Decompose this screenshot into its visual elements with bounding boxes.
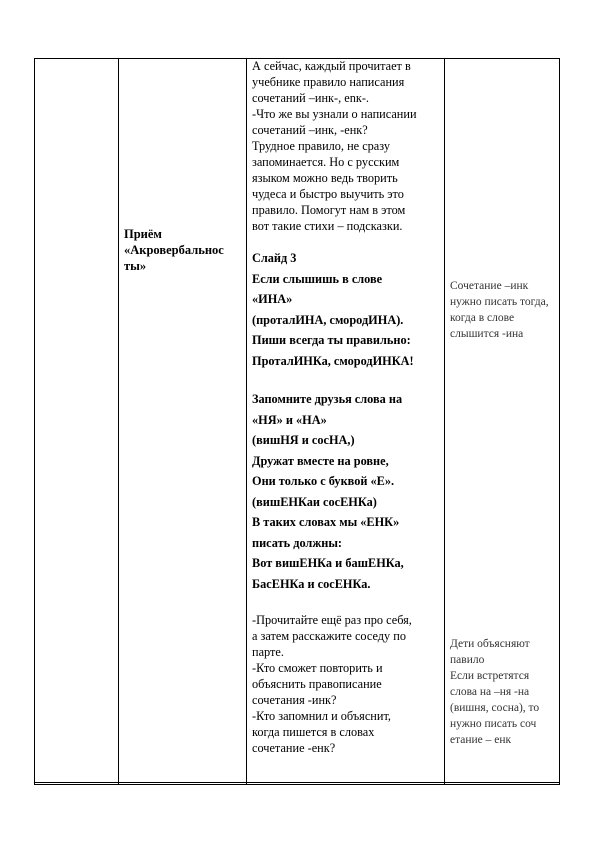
poem-line: (вишЕНКаи сосЕНКа): [252, 494, 377, 509]
table-left-border: [34, 58, 35, 784]
column-divider-2: [246, 58, 247, 784]
text-line: запоминается. Но с русским: [252, 155, 400, 169]
outro-text: [252, 612, 444, 756]
student-activity-note-1: [450, 278, 560, 342]
poem-line: Дружат вместе на ровне,: [252, 453, 389, 468]
poem-line: «НЯ» и «НА»: [252, 412, 327, 427]
poem-line: (вишНЯ и сосНА,): [252, 433, 355, 447]
text-line: сочетания -инк?: [252, 693, 337, 707]
text-line: сочетаний –инк-, еnк-.: [252, 91, 370, 105]
spacer: [252, 371, 444, 389]
text-line: объяснить правописание: [252, 677, 382, 691]
text-line: а затем расскажите соседу по: [252, 629, 406, 643]
method-title-line: ты»: [124, 259, 147, 273]
text-line: вот такие стихи – подсказки.: [252, 219, 403, 233]
note-line: слова на –ня -на: [450, 686, 530, 698]
text-line: языком можно ведь творить: [252, 171, 398, 185]
spacer: [252, 234, 444, 248]
text-line: А сейчас, каждый прочитает в: [252, 59, 411, 73]
poem-line: Если слышишь в слове: [252, 271, 383, 286]
note-line: когда в слове: [450, 312, 515, 324]
method-title-line: Приём: [124, 227, 162, 241]
poem-line: Запомните друзья слова на: [252, 392, 403, 406]
text-line: -Что же вы узнали о написании: [252, 107, 417, 121]
note-line: нужно писать соч: [450, 718, 537, 730]
note-line: Если встретятся: [450, 670, 530, 682]
poem-line: Вот вишЕНКа и башЕНКа,: [252, 556, 404, 570]
text-line: правило. Помогут нам в этом: [252, 203, 406, 217]
student-activity-note-2: [450, 636, 560, 748]
poem-line: «ИНА»: [252, 292, 293, 306]
poem-line: Они только с буквой «Е».: [252, 474, 395, 488]
poem-line: писать должны:: [252, 535, 343, 550]
note-line: нужно писать тогда,: [450, 296, 549, 308]
teacher-activity: [252, 58, 444, 756]
lesson-table: [34, 58, 560, 784]
text-line: чудеса и быстро выучить это: [252, 187, 404, 201]
table-bottom-border: [34, 782, 560, 785]
poem-ina: [252, 248, 444, 371]
text-line: -Прочитайте ещё раз про себя,: [252, 613, 412, 627]
poem-line: БасЕНКа и сосЕНКа.: [252, 576, 371, 591]
note-line: етание – енк: [450, 734, 512, 746]
text-line: парте.: [252, 645, 284, 659]
note-line: Сочетание –инк: [450, 280, 529, 292]
text-line: -Кто запомнил и объяснит,: [252, 709, 391, 723]
column-divider-1: [118, 58, 119, 784]
spacer: [252, 594, 444, 612]
note-line: Дети объясняют: [450, 638, 530, 650]
method-title: [124, 226, 244, 274]
text-line: учебнике правило написания: [252, 75, 405, 89]
note-line: павило: [450, 654, 485, 666]
intro-text: [252, 58, 444, 234]
poem-line: ПроталИНКа, смородИНКА!: [252, 353, 414, 368]
note-line: (вишня, сосна), то: [450, 702, 540, 714]
poem-nya-na: [252, 389, 444, 594]
poem-line: (проталИНА, смородИНА).: [252, 312, 404, 327]
text-line: -Кто сможет повторить и: [252, 661, 383, 675]
slide-label: Слайд 3: [252, 251, 297, 265]
note-line: слышится -ина: [450, 328, 524, 340]
poem-line: Пиши всегда ты правильно:: [252, 333, 411, 347]
column-divider-3: [444, 58, 445, 784]
method-title-line: «Акровербальнос: [124, 243, 224, 257]
poem-line: В таких словах мы «ЕНК»: [252, 515, 400, 529]
text-line: когда пишется в словах: [252, 725, 375, 739]
text-line: сочетание -енк?: [252, 741, 336, 755]
text-line: сочетаний –инк, -енк?: [252, 123, 368, 137]
text-line: Трудное правило, не сразу: [252, 139, 391, 153]
